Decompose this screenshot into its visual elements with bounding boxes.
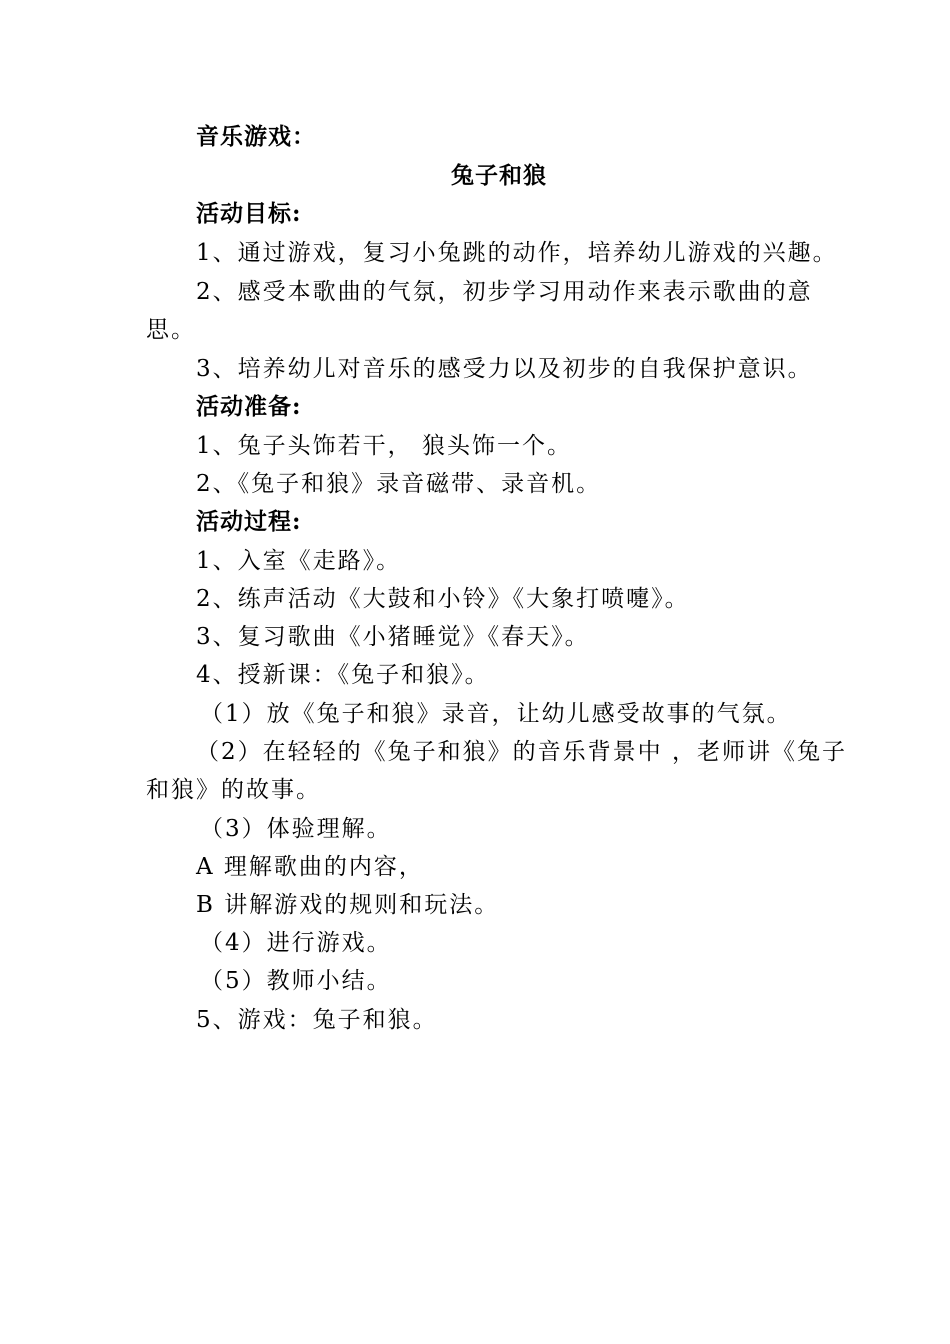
process-item-1: 1、入室《走路》。 [196,548,402,574]
preparation-item-1: 1、兔子头饰若干， 狼头饰一个。 [196,433,572,459]
preparation-heading: 活动准备: [196,393,302,420]
process-item-2: 2、练声活动《大鼓和小铃》《大象打喷嚏》。 [196,586,690,612]
preparation-item-2: 2、《兔子和狼》录音磁带、录音机。 [196,471,602,497]
process-subitem-3: （3）体验理解。 [200,816,392,842]
process-subitem-2: （2）在轻轻的《兔子和狼》的音乐背景中 ，老师讲《兔子 [196,739,847,765]
goal-item-1: 1、通过游戏，复习小兔跳的动作，培养幼儿游戏的兴趣。 [196,240,838,266]
process-subitem-2-continued: 和狼》的故事。 [146,777,321,803]
process-item-4: 4、授新课：《兔子和狼》。 [196,662,490,688]
document-title: 兔子和狼 [451,162,547,189]
goal-item-3: 3、培养幼儿对音乐的感受力以及初步的自我保护意识。 [196,356,813,382]
process-item-3: 3、复习歌曲《小猪睡觉》《春天》。 [196,624,590,650]
category-heading: 音乐游戏： [196,123,316,150]
process-heading: 活动过程: [196,508,302,535]
process-point-b: B 讲解游戏的规则和玩法。 [196,892,500,918]
process-item-5: 5、游戏：兔子和狼。 [196,1007,438,1033]
process-subitem-1: （1）放《兔子和狼》录音，让幼儿感受故事的气氛。 [200,701,792,727]
process-subitem-5: （5）教师小结。 [200,968,392,994]
goal-item-2-continued: 思。 [146,317,196,343]
process-subitem-4: （4）进行游戏。 [200,930,392,956]
goal-item-2: 2、感受本歌曲的气氛，初步学习用动作来表示歌曲的意 [196,279,813,305]
goals-heading: 活动目标: [196,200,302,227]
process-point-a: A 理解歌曲的内容， [196,854,424,880]
